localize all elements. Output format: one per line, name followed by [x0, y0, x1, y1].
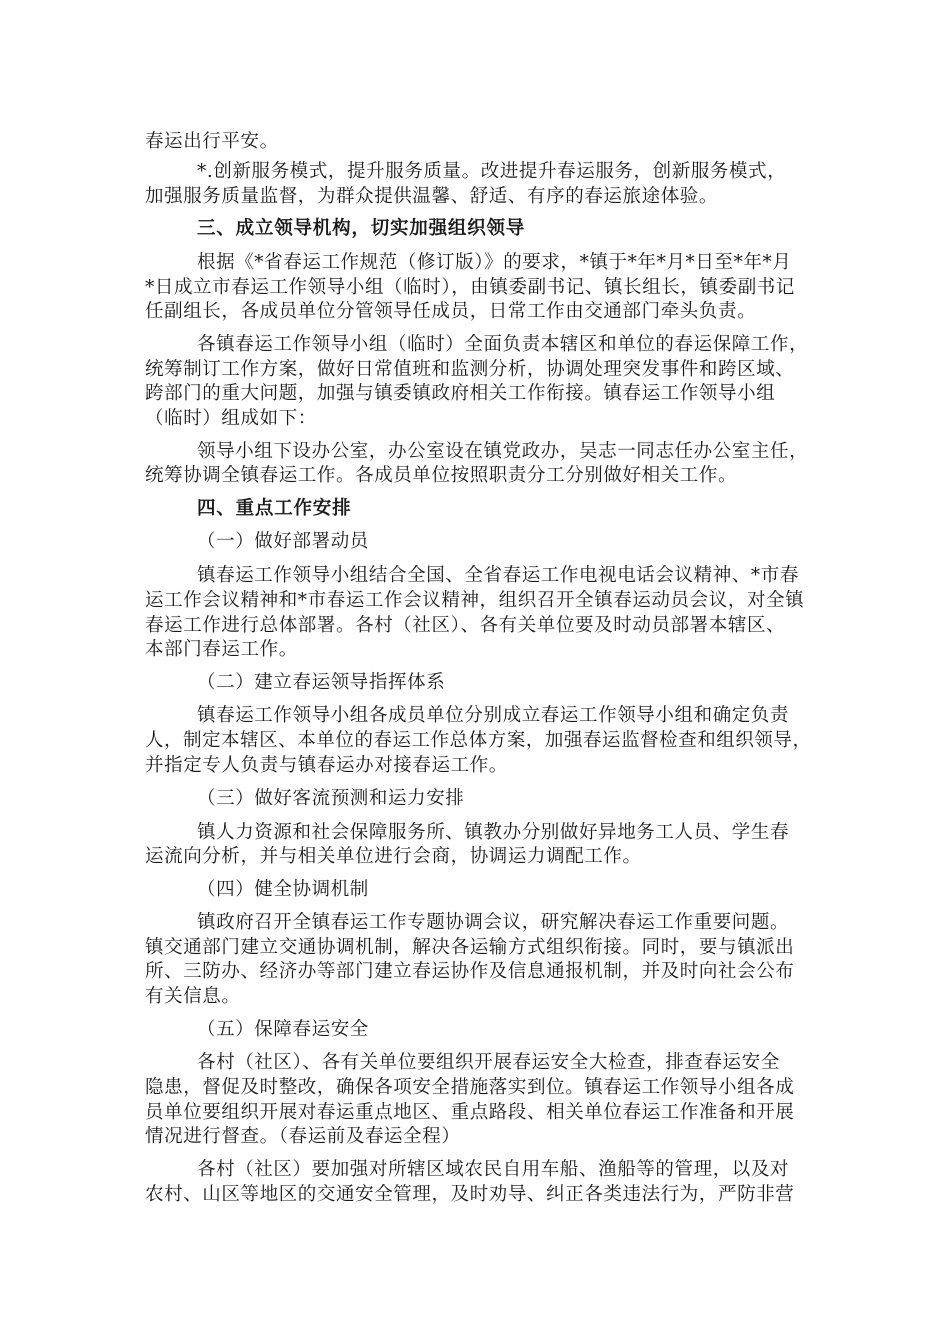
section-heading: 四、重点工作安排 [197, 498, 352, 519]
subsection-heading: （四）健全协调机制 [197, 879, 369, 900]
body-line: 有关信息。 [145, 986, 241, 1007]
body-line: （临时）组成如下： [145, 408, 317, 429]
body-line: 统筹制订工作方案，做好日常值班和监测分析，协调处理突发事件和跨区域、 [145, 359, 795, 380]
body-line: 隐患，督促及时整改，确保各项安全措施落实到位。镇春运工作领导小组各成 [145, 1077, 795, 1098]
subsection-heading: （五）保障春运安全 [197, 1019, 369, 1040]
body-line: 运工作会议精神和*市春运工作会议精神，组织召开全镇春运动员会议，对全镇 [145, 590, 805, 611]
body-line: 各村（社区）、各有关单位要组织开展春运安全大检查，排查春运安全 [197, 1052, 780, 1073]
body-line: 任副组长，各成员单位分管领导任成员，日常工作由交通部门牵头负责。 [145, 301, 757, 322]
subsection-heading: （二）建立春运领导指挥体系 [197, 672, 446, 693]
body-line: 镇政府召开全镇春运工作专题协调会议，研究解决春运工作重要问题。 [197, 912, 790, 933]
body-line: 农村、山区等地区的交通安全管理，及时劝导、纠正各类违法行为，严防非营 [145, 1184, 795, 1205]
body-line: 人，制定本辖区、本单位的春运工作总体方案，加强春运监督检查和组织领导， [145, 730, 812, 751]
body-line: 镇春运工作领导小组各成员单位分别成立春运工作领导小组和确定负责 [197, 705, 790, 726]
body-line: 所、三防办、经济办等部门建立春运协作及信息通报机制，并及时向社会公布 [145, 961, 795, 982]
body-line: 各镇春运工作领导小组（临时）全面负责本辖区和单位的春运保障工作， [197, 334, 809, 355]
body-line: 本部门春运工作。 [145, 639, 298, 660]
body-line: 加强服务质量监督，为群众提供温馨、舒适、有序的春运旅途体验。 [145, 186, 719, 207]
subsection-heading: （三）做好客流预测和运力安排 [197, 788, 465, 809]
body-line: 镇人力资源和社会保障服务所、镇教办分别做好异地务工人员、学生春 [197, 822, 790, 843]
section-heading: 三、成立领导机构，切实加强组织领导 [197, 218, 526, 239]
body-line: 领导小组下设办公室，办公室设在镇党政办，吴志一同志任办公室主任， [197, 441, 809, 462]
body-line: 并指定专人负责与镇春运办对接春运工作。 [145, 755, 508, 776]
body-line: 根据《*省春运工作规范（修订版）》的要求，*镇于*年*月*日至*年*月 [197, 252, 792, 273]
body-line: *日成立市春运工作领导小组（临时），由镇委副书记、镇长组长，镇委副书记 [145, 277, 796, 298]
body-line: *.创新服务模式，提升服务质量。改进提升春运服务，创新服务模式， [197, 161, 787, 182]
body-line: 镇交通部门建立交通协调机制，解决各运输方式组织衔接。同时，要与镇派出 [145, 937, 795, 958]
subsection-heading: （一）做好部署动员 [197, 531, 369, 552]
body-line: 运流向分析，并与相关单位进行会商，协调运力调配工作。 [145, 846, 642, 867]
body-line: 情况进行督查。（春运前及春运全程） [145, 1126, 461, 1147]
body-line: 统筹协调全镇春运工作。各成员单位按照职责分工分别做好相关工作。 [145, 465, 738, 486]
body-line: 各村（社区）要加强对所辖区域农民自用车船、渔船等的管理，以及对 [197, 1159, 790, 1180]
body-line: 镇春运工作领导小组结合全国、全省春运工作电视电话会议精神、*市春 [197, 565, 799, 586]
body-line: 春运工作进行总体部署。各村（社区）、各有关单位要及时动员部署本辖区、 [145, 615, 786, 636]
body-line: 春运出行平安。 [145, 131, 279, 152]
body-line: 员单位要组织开展对春运重点地区、重点路段、相关单位春运工作准备和开展 [145, 1102, 795, 1123]
body-line: 跨部门的重大问题，加强与镇委镇政府相关工作衔接。镇春运工作领导小组 [145, 383, 776, 404]
